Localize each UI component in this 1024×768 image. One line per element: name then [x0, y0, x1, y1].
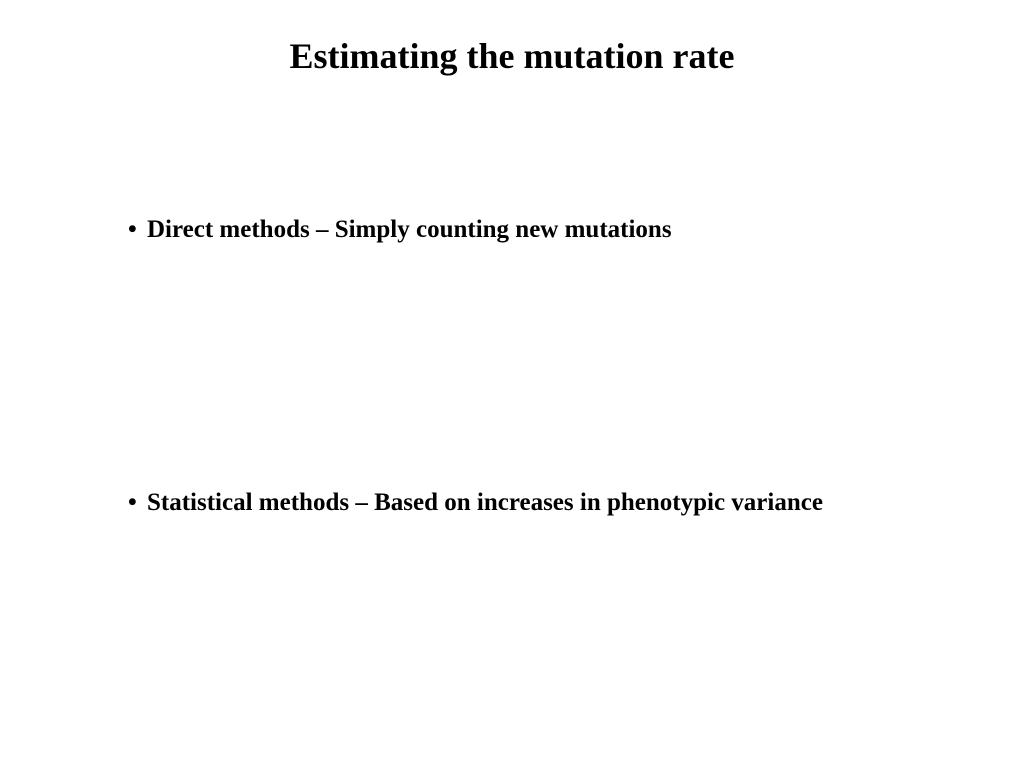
bullet-item-direct-methods — [128, 215, 672, 245]
bullet-item-statistical-methods — [128, 488, 823, 518]
bullet-text: Direct methods – Simply counting new mutations — [147, 216, 672, 243]
bullet-icon: • — [128, 216, 137, 243]
bullet-icon: • — [128, 489, 137, 516]
slide-title: Estimating the mutation rate — [289, 36, 735, 76]
bullet-text: Statistical methods – Based on increases in phenotypic variance — [147, 489, 823, 516]
